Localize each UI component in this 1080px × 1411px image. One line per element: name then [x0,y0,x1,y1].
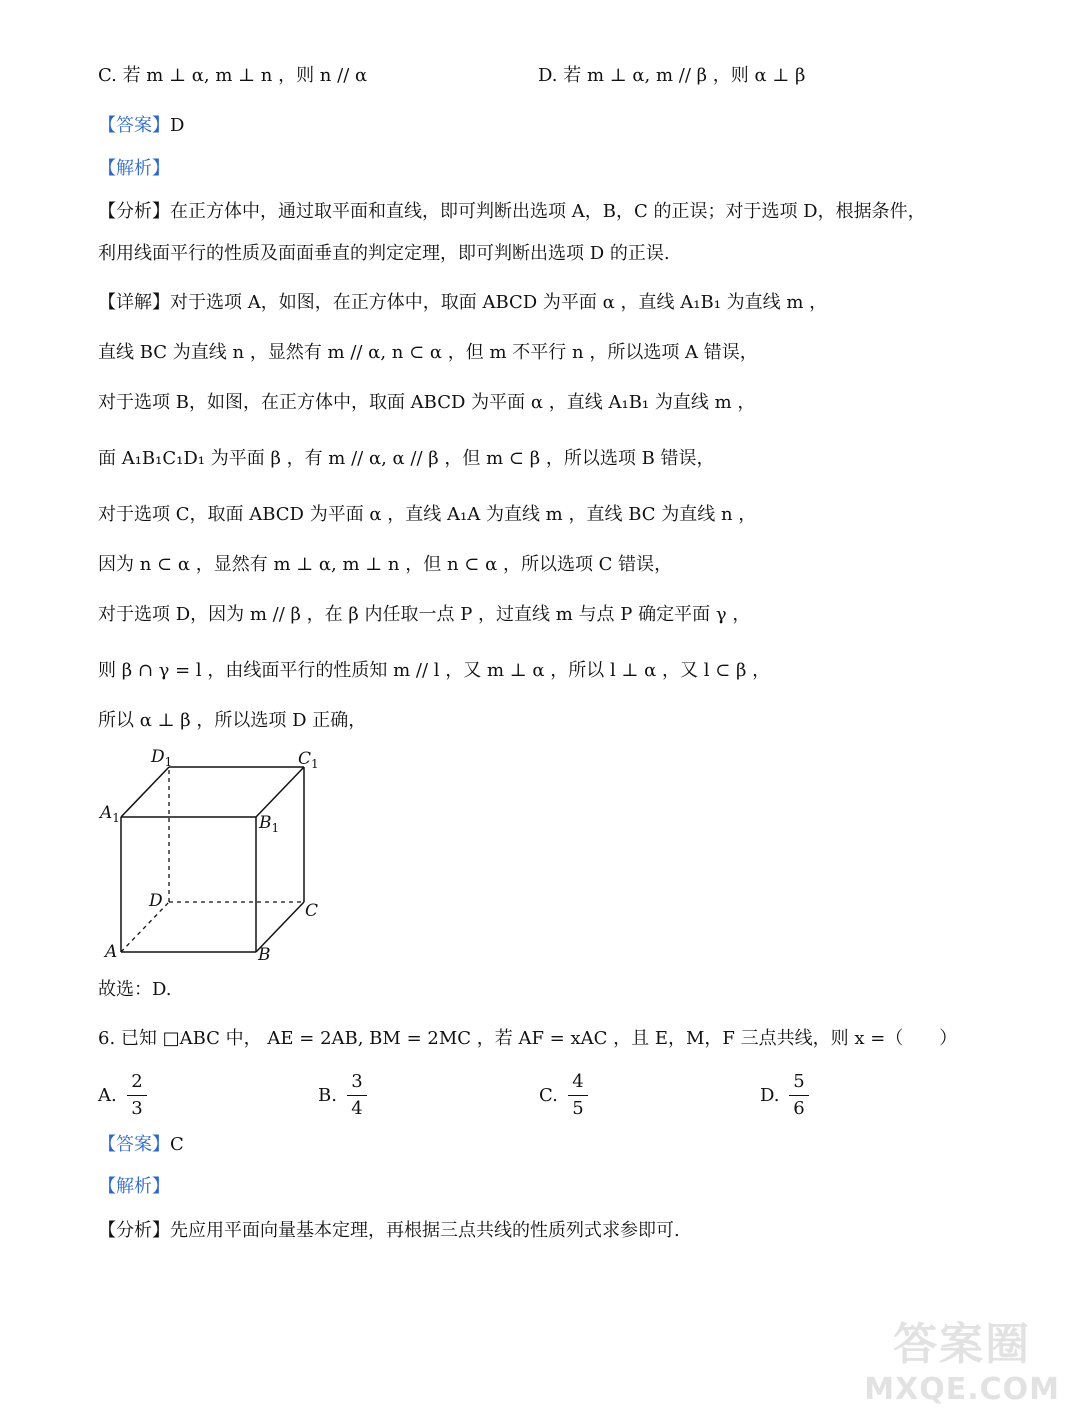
q5-fenxi-line1: 【分析】在正方体中，通过取平面和直线，即可判断出选项 A，B，C 的正误；对于选项 D，根据条件， [98,201,926,222]
q5-detail-line-7: 对于选项 D，因为 m // β ，在 β 内任取一点 P ，过直线 m 与点 P 确定平面 γ ， [98,604,751,625]
q5-fenxi-line2: 利用线面平行的性质及面面垂直的判定定理，即可判断出选项 D 的正误. [98,243,670,264]
label-D: D [149,891,163,911]
q6-stem: 6. 已知 □ABC 中， AE = 2AB, BM = 2MC ，若 AF = xAC ，且 E，M，F 三点共线，则 x =（ ） [98,1028,958,1049]
watermark [864,1308,1060,1407]
q5-detail-line-8: 则 β ∩ γ = l ，由线面平行的性质知 m // l ，又 m ⊥ α ，所以 l ⊥ α ，又 l ⊂ β ， [98,660,771,681]
label-C1: $C_1$ [298,749,319,771]
q6-option-b-letter: B. [318,1085,337,1106]
q5-analysis-tag: 【解析】 [98,158,170,179]
answer-tag: 【答案】 [98,115,170,136]
q6-answer: 【答案】C [98,1134,184,1155]
q5-detail-line-2: 直线 BC 为直线 n ，显然有 m // α, n ⊂ α ，但 m 不平行 n ，所以选项 A 错误， [98,342,758,363]
fenxi-tag: 【分析】 [98,201,170,222]
q6-analysis-tag: 【解析】 [98,1176,170,1197]
q5-option-c: C. 若 m ⊥ α, m ⊥ n ，则 n // α [98,65,368,86]
q5-answer [98,114,184,138]
q6-option-a-letter: A. [98,1085,117,1106]
q5-detail-line-6: 因为 n ⊂ α ，显然有 m ⊥ α, m ⊥ n ，但 n ⊂ α ，所以选项 C 错误， [98,554,673,575]
q6-fenxi: 【分析】先应用平面向量基本定理，再根据三点共线的性质列式求参即可. [98,1220,680,1241]
q6-option-d-fraction: 5 6 [786,1071,812,1120]
label-B: B [258,945,271,965]
watermark-site: MXQE.COM [864,1372,1060,1407]
q6-option-c-letter: C. [539,1085,558,1106]
q6-option-c-fraction: 4 5 [565,1071,591,1120]
answer-value: D [170,115,185,136]
label-C: C [305,901,319,921]
q5-detail-line-4: 面 A₁B₁C₁D₁ 为平面 β ，有 m // α, α // β ，但 m ⊂ β ，所以选项 B 错误， [98,448,715,469]
label-A: A [105,942,118,962]
q5-conclusion: 故选：D. [98,979,172,1000]
q6-option-d-letter: D. [760,1085,780,1106]
q6-option-b-fraction: 3 4 [344,1071,370,1120]
q6-option-a-fraction: 2 3 [124,1071,150,1120]
label-D1: $D_1$ [151,747,173,769]
q5-detail-line-3: 对于选项 B，如图，在正方体中，取面 ABCD 为平面 α ，直线 A₁B₁ 为直线 m ， [98,392,756,413]
watermark-logo-text: 答案圈 [893,1319,1032,1370]
label-A1: $A_1$ [100,803,120,825]
q5-option-d: D. 若 m ⊥ α, m // β ，则 α ⊥ β [538,65,806,86]
q5-detail-line-1: 【详解】对于选项 A，如图，在正方体中，取面 ABCD 为平面 α ，直线 A₁B₁ 为直线 m ， [98,292,828,313]
cube-figure [96,742,336,972]
q5-detail-line-5: 对于选项 C，取面 ABCD 为平面 α ，直线 A₁A 为直线 m ，直线 BC 为直线 n ， [98,504,757,525]
label-B1: $B_1$ [259,813,280,835]
detail-tag: 【详解】 [98,292,170,313]
q5-detail-line-9: 所以 α ⊥ β ，所以选项 D 正确， [98,710,367,731]
